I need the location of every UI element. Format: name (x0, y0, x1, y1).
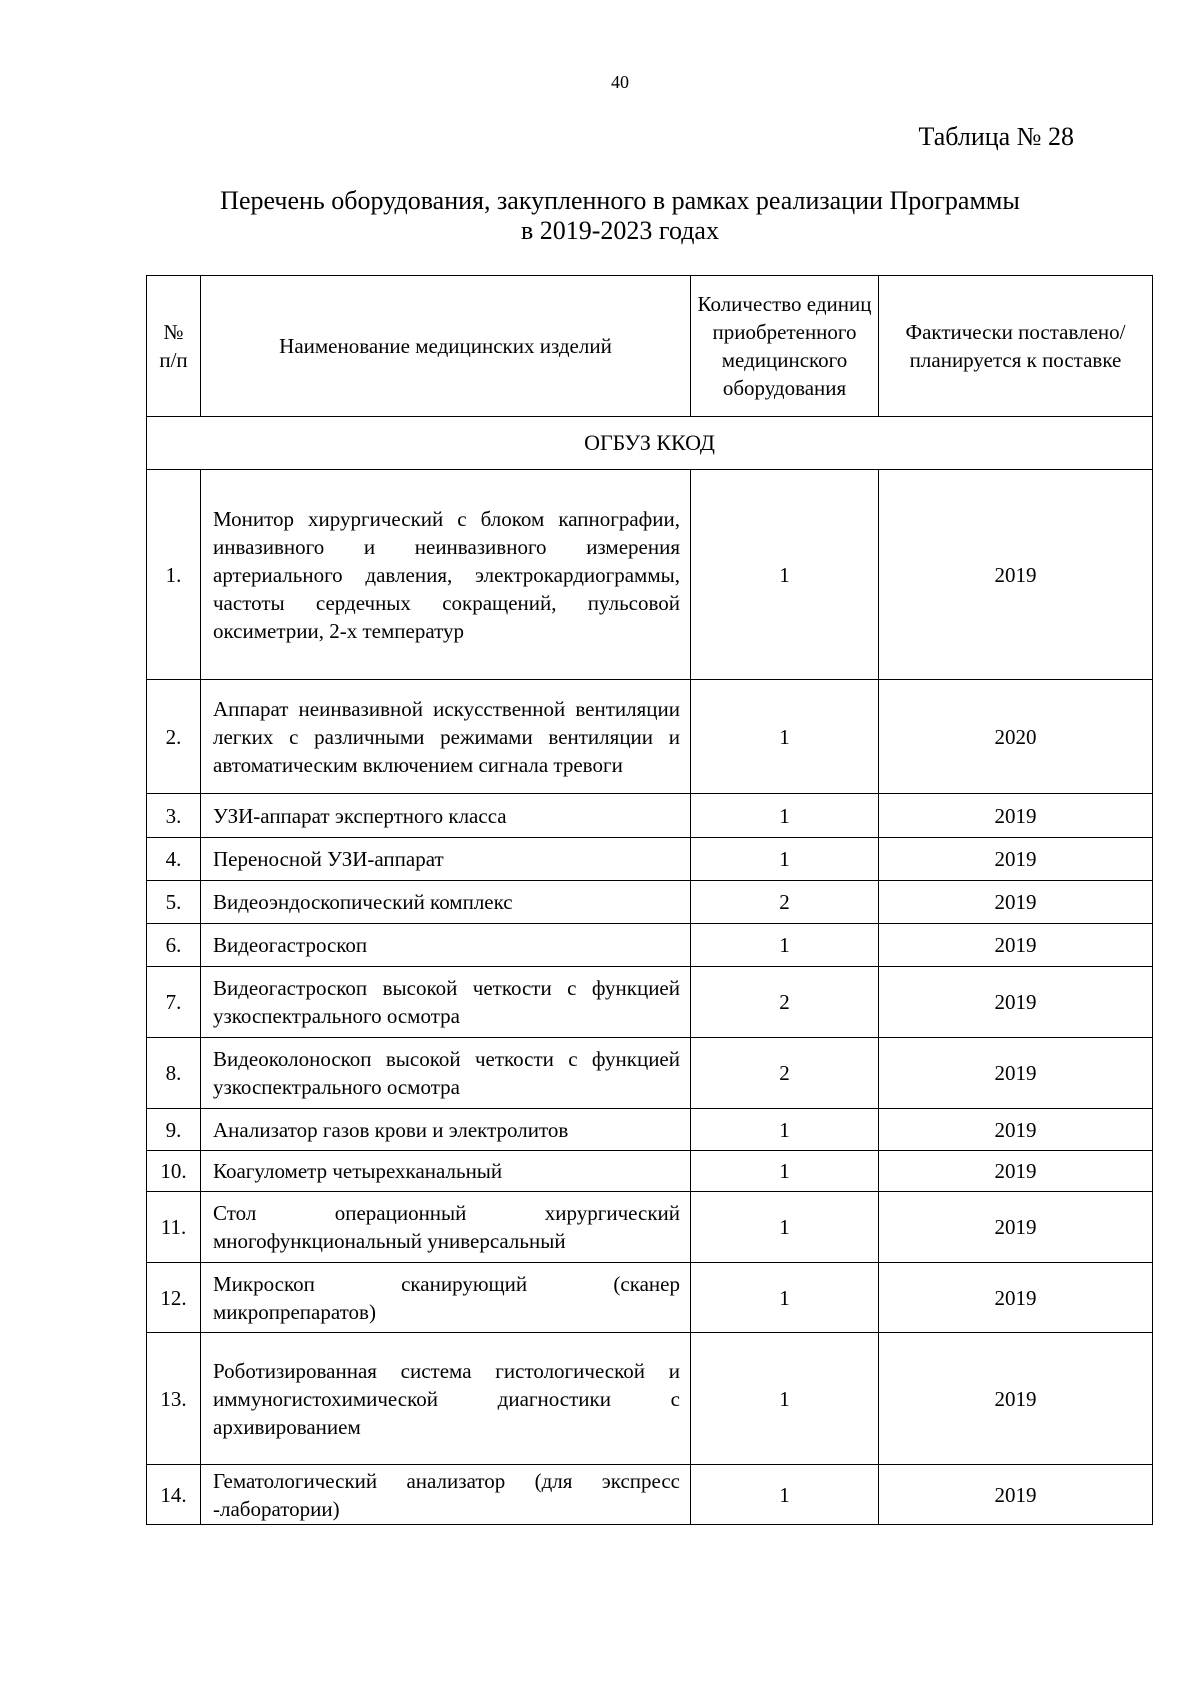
table-row (147, 1465, 1153, 1525)
table-label: Таблица № 28 (918, 122, 1074, 151)
row-item-name: Видеоэндоскопический комплекс (201, 881, 691, 924)
row-quantity: 1 (691, 1151, 879, 1192)
row-item-name: Анализатор газов крови и электролитов (201, 1109, 691, 1151)
row-number: 11. (147, 1192, 201, 1263)
row-quantity: 1 (691, 470, 879, 680)
row-year: 2019 (879, 1192, 1153, 1263)
table-row (147, 1151, 1153, 1192)
row-quantity: 1 (691, 1263, 879, 1333)
row-number: 13. (147, 1333, 201, 1465)
row-year: 2019 (879, 1151, 1153, 1192)
row-number: 4. (147, 838, 201, 881)
table-row (147, 881, 1153, 924)
row-year: 2019 (879, 881, 1153, 924)
row-number: 6. (147, 924, 201, 967)
table-row (147, 794, 1153, 838)
row-year: 2019 (879, 967, 1153, 1038)
section-row (147, 417, 1153, 470)
table-row (147, 924, 1153, 967)
row-item-name: Коагулометр четырехканальный (201, 1151, 691, 1192)
row-quantity: 1 (691, 838, 879, 881)
row-year: 2019 (879, 1263, 1153, 1333)
row-quantity: 1 (691, 680, 879, 794)
header-status: Фактически поставлено/планируется к поставке (879, 276, 1153, 417)
table-row (147, 1333, 1153, 1465)
table-row (147, 967, 1153, 1038)
row-year: 2019 (879, 924, 1153, 967)
row-quantity: 1 (691, 794, 879, 838)
row-quantity: 1 (691, 924, 879, 967)
header-name: Наименование медицинских изделий (201, 276, 691, 417)
row-year: 2019 (879, 1333, 1153, 1465)
row-year: 2019 (879, 1109, 1153, 1151)
row-number: 14. (147, 1465, 201, 1525)
table-header-row (147, 276, 1153, 417)
table-row (147, 680, 1153, 794)
table-row (147, 470, 1153, 680)
table-row (147, 1192, 1153, 1263)
row-number: 2. (147, 680, 201, 794)
table-row (147, 1263, 1153, 1333)
row-year: 2019 (879, 1038, 1153, 1109)
header-num: № п/п (147, 276, 201, 417)
row-item-name: Переносной УЗИ-аппарат (201, 838, 691, 881)
row-item-name: Видеоколоноскоп высокой четкости с функцией узкоспектрального осмотра (201, 1038, 691, 1109)
row-number: 12. (147, 1263, 201, 1333)
row-year: 2019 (879, 838, 1153, 881)
row-number: 5. (147, 881, 201, 924)
row-item-name: Стол операционный хирургический многофункциональный универсальный (201, 1192, 691, 1263)
page-number: 40 (611, 72, 629, 92)
row-year: 2019 (879, 1465, 1153, 1525)
row-item-name: Роботизированная система гистологической и иммуногистохимической диагностики с архивированием (201, 1333, 691, 1465)
equipment-table (146, 275, 1153, 1525)
row-number: 8. (147, 1038, 201, 1109)
row-number: 1. (147, 470, 201, 680)
row-quantity: 2 (691, 967, 879, 1038)
row-item-name: УЗИ-аппарат экспертного класса (201, 794, 691, 838)
row-item-name: Монитор хирургический с блоком капнографии, инвазивного и неинвазивного измерения артериального давления, электрокардиограммы, частоты сердечных сокращений, пульсовой оксиметрии, 2-х температур (201, 470, 691, 680)
row-quantity: 1 (691, 1465, 879, 1525)
row-item-name: Видеогастроскоп высокой четкости с функцией узкоспектрального осмотра (201, 967, 691, 1038)
row-number: 10. (147, 1151, 201, 1192)
row-item-name: Видеогастроскоп (201, 924, 691, 967)
row-number: 3. (147, 794, 201, 838)
document-title (120, 186, 1120, 246)
title-line-2: в 2019-2023 годах (521, 216, 719, 245)
row-item-name: Микроскоп сканирующий (сканер микропрепаратов) (201, 1263, 691, 1333)
row-year: 2019 (879, 794, 1153, 838)
title-line-1: Перечень оборудования, закупленного в рамках реализации Программы (220, 186, 1020, 215)
row-number: 9. (147, 1109, 201, 1151)
row-year: 2019 (879, 470, 1153, 680)
table-row (147, 1109, 1153, 1151)
row-item-name: Аппарат неинвазивной искусственной вентиляции легких с различными режимами вентиляции и автоматическим включением сигнала тревоги (201, 680, 691, 794)
table-row (147, 1038, 1153, 1109)
row-quantity: 1 (691, 1109, 879, 1151)
row-quantity: 1 (691, 1192, 879, 1263)
row-quantity: 2 (691, 1038, 879, 1109)
table-row (147, 838, 1153, 881)
header-qty: Количество единиц приобретенного медицинского оборудования (691, 276, 879, 417)
row-item-name: Гематологический анализатор (для экспресс -лаборатории) (201, 1465, 691, 1525)
row-quantity: 1 (691, 1333, 879, 1465)
row-year: 2020 (879, 680, 1153, 794)
row-quantity: 2 (691, 881, 879, 924)
section-title: ОГБУЗ ККОД (147, 417, 1153, 470)
row-number: 7. (147, 967, 201, 1038)
